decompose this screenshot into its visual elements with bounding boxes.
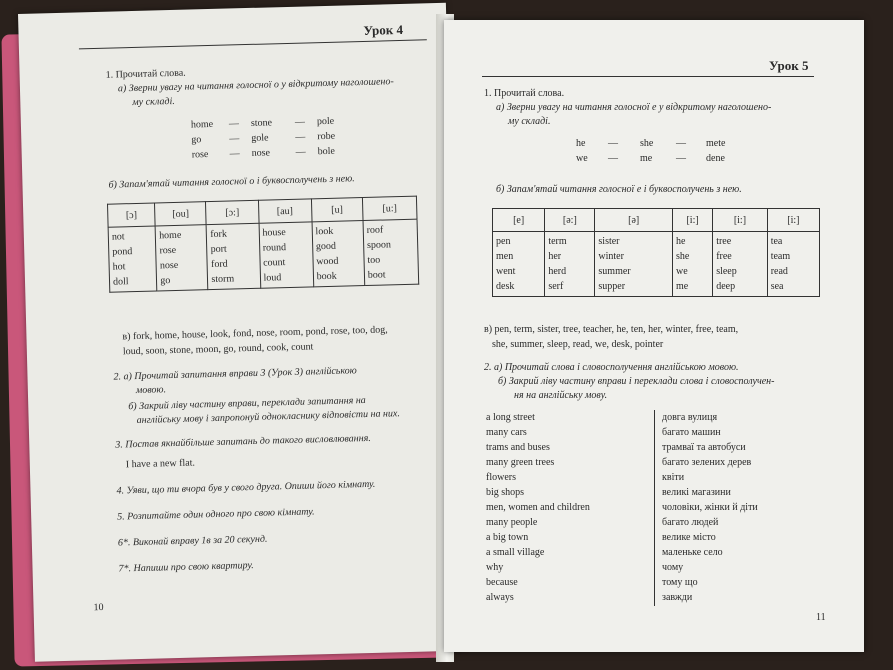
header-rule xyxy=(79,39,427,49)
table-word: she xyxy=(675,251,690,262)
lesson-title: Урок 4 xyxy=(363,21,404,38)
vocab-item: багато людей xyxy=(662,517,719,528)
vocab-item: always xyxy=(486,592,514,603)
table-word: we xyxy=(675,266,688,277)
dash: — xyxy=(228,118,240,130)
table-header: [ɔ] xyxy=(108,203,156,227)
word: we xyxy=(576,153,588,164)
table-word: me xyxy=(675,281,689,292)
table-word: roof xyxy=(366,224,384,236)
vocab-item: чому xyxy=(662,562,684,573)
exercise-1a-text-cont: му складі. xyxy=(508,116,551,127)
table-word: sea xyxy=(770,281,784,292)
word: robe xyxy=(317,130,336,143)
table-word: men xyxy=(496,251,514,262)
vocab-ukrainian-column xyxy=(662,410,758,605)
table-cell xyxy=(155,225,208,291)
dash: — xyxy=(229,133,240,145)
word: home xyxy=(190,118,214,131)
table-cell xyxy=(207,223,261,289)
table-header: [i:] xyxy=(672,209,712,232)
table-word: loud xyxy=(263,272,282,284)
table-header: [ə] xyxy=(595,209,673,232)
dash: — xyxy=(608,153,618,164)
exercise-1c-text-cont: loud, soon, stone, moon, go, round, cook, count xyxy=(122,341,314,358)
table-word: tree xyxy=(716,236,732,247)
exercise-1c-text: в) fork, home, house, look, fond, nose, room, pond, rose, too, dog, xyxy=(122,324,388,343)
table-header: [ə:] xyxy=(545,209,595,232)
exercise-1b-text: б) Запам'ятай читання голосної o і буквосполучень з нею. xyxy=(108,173,355,191)
word: mete xyxy=(706,138,726,149)
exercise-1a-text: а) Зверни увагу на читання голосної e у відкритому наголошено- xyxy=(496,102,772,113)
table-word: spoon xyxy=(366,239,392,251)
table-word: read xyxy=(770,266,788,277)
table-word: deep xyxy=(716,281,736,292)
table-word: he xyxy=(675,236,686,247)
vocab-item: a big town xyxy=(486,532,529,543)
table-word: good xyxy=(315,240,337,253)
table-word: serf xyxy=(548,281,564,292)
table-word: pond xyxy=(112,246,133,258)
table-word: fork xyxy=(210,228,228,241)
exercise-1b-text: б) Запам'ятай читання голосної e і буквосполучень з нею. xyxy=(496,184,742,195)
exercise-3-text: 3. Постав якнайбільше запитань до такого висловлювання. xyxy=(115,432,371,451)
table-cell xyxy=(767,232,819,297)
table-cell xyxy=(595,232,673,297)
word: she xyxy=(640,138,654,149)
table-word: hot xyxy=(112,261,126,273)
dash: — xyxy=(229,148,240,160)
lesson-title: Урок 5 xyxy=(769,58,809,73)
dash: — xyxy=(608,138,618,149)
header-rule xyxy=(482,76,814,77)
table-word: supper xyxy=(598,281,626,292)
table-header: [u:] xyxy=(362,196,417,220)
vocab-item: багато машин xyxy=(662,427,721,438)
word: dene xyxy=(706,153,725,164)
table-header: [u] xyxy=(311,198,363,222)
exercise-1c-text: в) pen, term, sister, tree, teacher, he, ten, her, winter, free, team, xyxy=(484,324,739,335)
vocab-item: why xyxy=(486,562,504,573)
table-cell xyxy=(493,232,545,297)
vocab-item: чоловіки, жінки й діти xyxy=(662,502,758,513)
vocab-divider xyxy=(654,410,655,606)
exercise-1-title: 1. Прочитай слова. xyxy=(105,67,186,81)
word: gole xyxy=(251,132,269,144)
vocab-item: many cars xyxy=(486,427,527,438)
table-word: her xyxy=(548,251,562,262)
word: nose xyxy=(251,147,271,159)
vocab-item: flowers xyxy=(486,472,516,483)
table-word: round xyxy=(262,242,287,254)
table-word: summer xyxy=(598,266,631,277)
table-header: [ou] xyxy=(155,202,207,226)
vocab-item: квіти xyxy=(662,472,685,483)
dash: — xyxy=(294,116,306,128)
table-word: boot xyxy=(367,269,386,281)
table-word: too xyxy=(367,254,381,266)
vocab-item: завжди xyxy=(662,592,693,603)
table-word: went xyxy=(496,266,516,277)
exercise-2a-text-cont: мовою. xyxy=(135,384,167,397)
exercise-7-text: 7*. Напиши про свою квартиру. xyxy=(118,560,254,575)
table-word: desk xyxy=(496,281,515,292)
table-word: pen xyxy=(496,236,511,247)
vocab-item: довга вулиця xyxy=(662,412,718,423)
exercise-5-text: 5. Розпитайте один одного про свою кімнату. xyxy=(117,506,315,523)
table-cell xyxy=(545,232,595,297)
table-header: [e] xyxy=(493,209,545,232)
word: bole xyxy=(317,145,336,158)
exercise-2b-text: б) Закрий ліву частину вправи і переклади слова і словосполучен- xyxy=(498,376,775,387)
word: stone xyxy=(250,117,273,129)
vowel-table xyxy=(107,196,419,293)
table-word: count xyxy=(263,257,286,269)
table-word: not xyxy=(111,231,125,243)
exercise-2b-text: б) Закрий ліву частину вправи, переклади запитання на xyxy=(128,395,366,413)
table-word: go xyxy=(160,275,171,287)
vocab-english-column xyxy=(486,410,590,605)
vocab-item: many green trees xyxy=(486,457,555,468)
vocab-item: велике місто xyxy=(662,532,716,543)
table-cell xyxy=(312,221,365,287)
table-header: [ɔ:] xyxy=(206,200,259,224)
exercise-1c-text-cont: she, summer, sleep, read, we, desk, pointer xyxy=(492,339,664,350)
table-header: [i:] xyxy=(713,209,767,232)
table-word: home xyxy=(158,229,182,242)
table-cell xyxy=(259,222,314,288)
table-header: [i:] xyxy=(767,209,819,232)
vocab-item: men, women and children xyxy=(486,502,590,513)
exercise-3-sentence: I have a new flat. xyxy=(125,457,196,471)
table-word: nose xyxy=(159,259,179,272)
table-word: winter xyxy=(598,251,624,262)
table-word: wood xyxy=(316,255,339,268)
word: rose xyxy=(191,149,209,161)
word: me xyxy=(640,153,653,164)
vocab-item: a small village xyxy=(486,547,545,558)
left-page xyxy=(18,3,463,662)
exercise-2a-text: 2. а) Прочитай слова і словосполучення англійською мовою. xyxy=(484,362,739,373)
exercise-2b-text-cont: ня на англійську мову. xyxy=(514,390,608,401)
table-word: sister xyxy=(598,236,620,247)
vocab-item: many people xyxy=(486,517,538,528)
table-word: tea xyxy=(770,236,783,247)
exercise-1a-text-cont: му складі. xyxy=(132,95,175,109)
word: go xyxy=(191,134,202,146)
table-word: look xyxy=(315,225,334,238)
table-cell xyxy=(363,219,419,285)
table-word: storm xyxy=(211,273,235,286)
vocab-item: маленьке село xyxy=(662,547,723,558)
word: he xyxy=(576,138,586,149)
vocab-item: великі магазини xyxy=(662,487,731,498)
table-cell xyxy=(713,232,767,297)
exercise-6-text: 6*. Виконай вправу 1в за 20 секунд. xyxy=(117,533,268,549)
vowel-table xyxy=(492,208,820,297)
table-word: port xyxy=(210,243,227,256)
table-cell xyxy=(672,232,712,297)
dash: — xyxy=(676,153,686,164)
table-word: doll xyxy=(112,276,129,288)
table-word: ford xyxy=(210,258,228,271)
dash: — xyxy=(295,146,306,158)
page-number: 11 xyxy=(816,612,826,623)
table-word: rose xyxy=(159,244,177,257)
table-cell xyxy=(108,226,157,292)
table-word: team xyxy=(770,251,791,262)
exercise-1-title: 1. Прочитай слова. xyxy=(484,88,565,99)
table-word: free xyxy=(716,251,732,262)
page-number: 10 xyxy=(93,601,104,614)
table-word: house xyxy=(262,227,286,239)
vocab-item: because xyxy=(486,577,518,588)
dash: — xyxy=(676,138,686,149)
right-page xyxy=(444,20,864,652)
exercise-1a-text: а) Зверни увагу на читання голосної o у відкритому наголошено- xyxy=(117,76,394,95)
vocab-item: a long street xyxy=(486,412,535,423)
table-word: herd xyxy=(548,266,567,277)
table-word: sleep xyxy=(716,266,737,277)
vocab-item: big shops xyxy=(486,487,525,498)
vocab-item: trams and buses xyxy=(486,442,550,453)
dash: — xyxy=(295,131,306,143)
table-word: book xyxy=(316,270,337,283)
vocab-item: тому що xyxy=(662,577,698,588)
word: pole xyxy=(316,115,335,128)
vocab-item: багато зелених дерев xyxy=(662,457,752,468)
exercise-2a-text: 2. а) Прочитай запитання вправи 3 (Урок 3) англійською xyxy=(113,365,357,383)
table-header: [au] xyxy=(258,199,312,223)
table-word: term xyxy=(548,236,567,247)
vocab-item: трамваї та автобуси xyxy=(662,442,746,453)
exercise-4-text: 4. Уяви, що ти вчора був у свого друга. Опиши його кімнату. xyxy=(116,478,376,497)
exercise-2b-text-cont: англійську мову і запропонуй однокласнику відповісти на них. xyxy=(136,408,401,427)
